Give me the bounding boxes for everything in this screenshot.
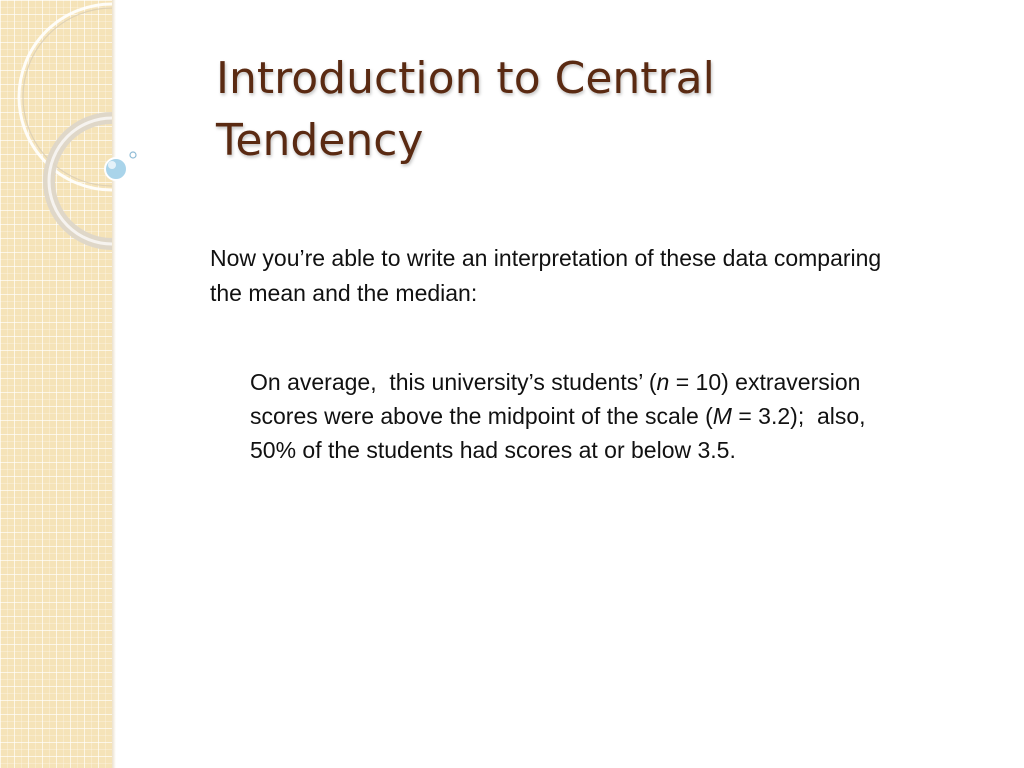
blue-bubble-icon [105, 158, 127, 180]
large-ring-arc [19, 4, 112, 190]
large-ring-shadow [23, 8, 112, 186]
interpretation-part-2: = 10) extraversion scores were above the midpoint of the scale ( [250, 369, 861, 429]
decorative-rings [0, 0, 160, 260]
mean-symbol: M [712, 403, 732, 429]
small-ring-highlight [49, 118, 112, 244]
slide-title: Introduction to Central Tendency [216, 53, 715, 166]
interpretation-text [250, 365, 910, 467]
small-ring-arc [49, 118, 112, 244]
sample-size-symbol: n [656, 369, 670, 395]
interpretation-part-3: = 3.2); also, 50% of the students had scores at or below 3.5. [250, 403, 872, 463]
bubble-shine [108, 161, 116, 169]
body-text: Now you’re able to write an interpretation of these data comparing the mean and the median: [210, 245, 882, 306]
small-bubble-icon [130, 152, 136, 158]
interpretation-part-1: On average, this university’s students’ ( [250, 369, 657, 395]
